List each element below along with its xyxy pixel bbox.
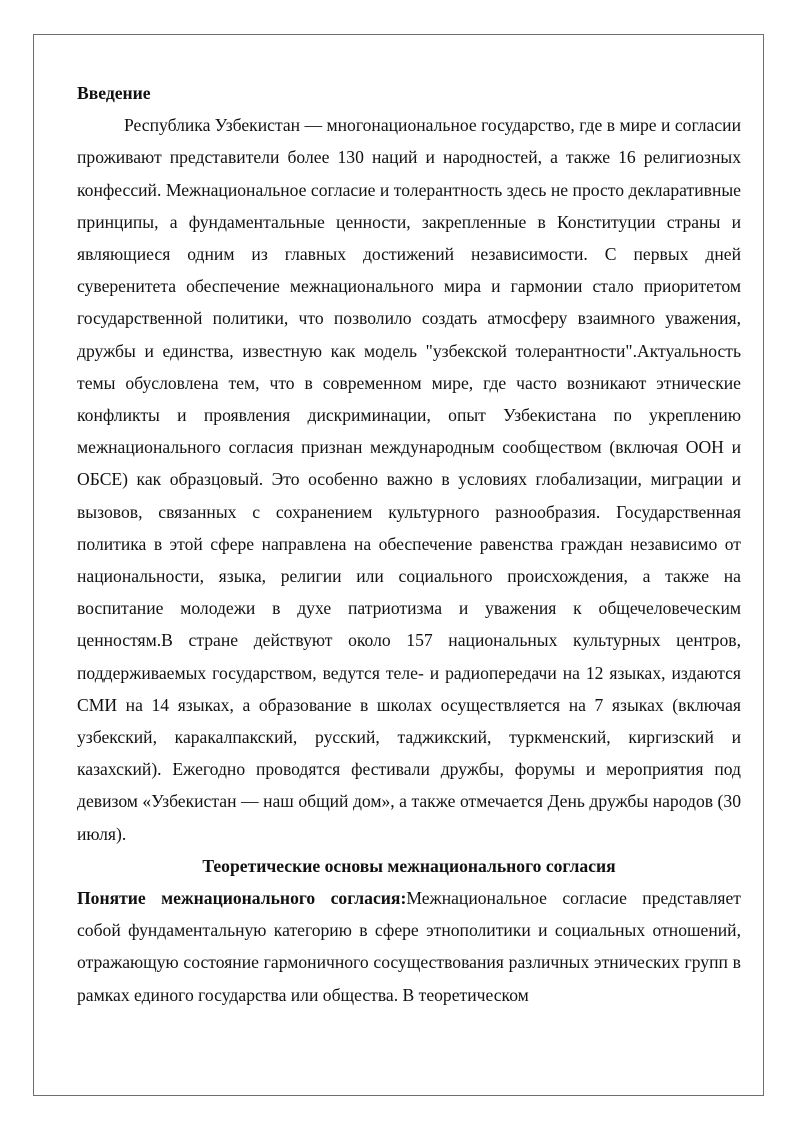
concept-label: Понятие межнационального согласия: <box>77 888 407 909</box>
intro-paragraph: Республика Узбекистан — многонациональное государство, где в мире и согласии проживают представители более 130 наций и народностей, а также 16 религиозных конфессий. Межнациональное согласие и толерантность здесь не просто декларативные принципы, а фундаментальные ценности, закрепленные в Конституции страны и являющиеся одним из главных достижений независимости. С первых дней суверенитета обеспечение межнационального мира и гармонии стало приоритетом государственной политики, что позволило создать атмосферу взаимного уважения, дружбы и единства, известную как модель "узбекской толерантности".Актуальность темы обусловлена тем, что в современном мире, где часто возникают этнические конфликты и проявления дискриминации, опыт Узбекистана по укреплению межнационального согласия признан международным сообществом (включая ООН и ОБСЕ) как образцовый. Это особенно важно в условиях глобализации, миграции и вызовов, связанных с сохранением культурного разнообразия. Государственная политика в этой сфере направлена на обеспечение равенства граждан независимо от национальности, языка, религии или социального происхождения, а также на воспитание молодежи в духе патриотизма и уважения к общечеловеческим ценностям.В стране действуют около 157 национальных культурных центров, поддерживаемых государством, ведутся теле- и радиопередачи на 12 языках, издаются СМИ на 14 языках, а образование в школах осуществляется на 7 языках (включая узбекский, каракалпакский, русский, таджикский, туркменский, киргизский и казахский). Ежегодно проводятся фестивали дружбы, форумы и мероприятия под девизом «Узбекистан — наш общий дом», а также отмечается День дружбы народов (30 июля). <box>77 115 741 844</box>
intro-heading: Введение <box>77 83 151 103</box>
document-body <box>77 77 741 1011</box>
section-heading: Теоретические основы межнационального согласия <box>202 855 616 876</box>
concept-paragraph <box>77 882 741 1011</box>
document-page <box>33 34 764 1096</box>
concept-text: Межнациональное согласие представляет собой фундаментальную категорию в сфере этнополитики и социальных отношений, отражающую состояние гармоничного сосуществования различных этнических групп в рамках единого государства или общества. В теоретическом <box>77 888 741 1005</box>
